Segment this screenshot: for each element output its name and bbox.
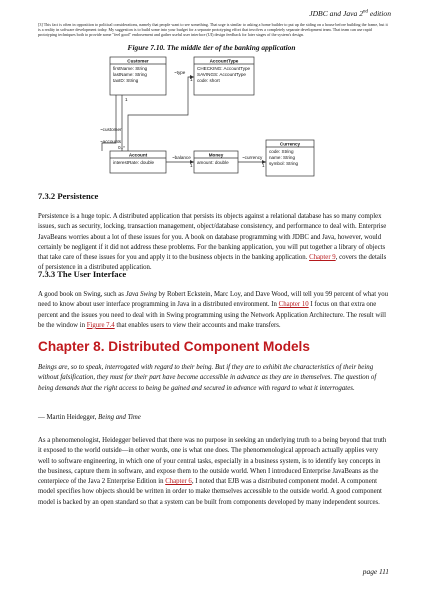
- link-chapter-6[interactable]: Chapter 6: [165, 478, 192, 486]
- label-accounts: ~accounts: [100, 139, 122, 144]
- link-chapter-10[interactable]: Chapter 10: [278, 301, 309, 309]
- label-currency: ~currency: [242, 155, 263, 160]
- accounttype-attr: code: short: [197, 78, 220, 83]
- epigraph: Beings are, so to speak, interrogated with regard to their being. But if they are to exhibit the characteristics of their being without falsification, they must for their part have become accessible in advance as they are in themselves. The question of being demands that the right access to being be gained and secured in advance with regard to what it interrogates.: [38, 364, 377, 392]
- paragraph-chapter-intro: As a phenomenologist, Heidegger believed that there was no purpose in seeking an underlying truth to a being beyond that truth it exposed to the world outside—in other words, one is what one does. The phenomenological approach actually applies very well to software engineering, in which one of your central tasks, especially in a business system, is to identify key concepts in the business, capture them in software, and expose them to the outside world. When I introduced Enterprise JavaBeans as the centerpiece of the Java 2 Enterprise Edition in Chapter 6, I noted that EJB was a distributed component model. A component model specifies how objects should be written in order to make themselves accessible to the outside world. A good component model is backed by an open standard so that a system can be built from components developed by many independent sources.: [38, 437, 387, 506]
- multiplicity: 1: [125, 97, 128, 102]
- section-heading-persistence: 7.3.2 Persistence: [38, 191, 99, 201]
- multiplicity: 1: [190, 163, 193, 168]
- money-title: Money: [208, 152, 224, 158]
- customer-attr: lastName: String: [113, 72, 147, 77]
- assoc-type: [128, 77, 194, 151]
- currency-attr: name: String: [269, 155, 296, 160]
- accounttype-attr: CHECKING: AccountType: [197, 66, 251, 71]
- section-heading-user-interface: 7.3.3 The User Interface: [38, 269, 127, 279]
- link-figure-7-4[interactable]: Figure 7.4: [86, 321, 115, 329]
- customer-attr: firstName: String: [113, 66, 148, 71]
- multiplicity: 1: [190, 77, 193, 82]
- customer-title: Customer: [127, 58, 149, 64]
- paragraph-user-interface: A good book on Swing, such as Java Swing by Robert Eckstein, Marc Loy, and Dave Wood, will tell you 99 percent of what you need to know about user interface programming in Java in a distributed environment. In Chapter 10 I focus on that extra one percent and the issues you need to deal with in Swing programming using the Network Application Architecture. The result will be the window in Figure 7.4 that enables users to view their accounts and make transfers.: [38, 291, 389, 329]
- account-title: Account: [128, 152, 148, 158]
- running-header: JDBC and Java 2nd edition: [309, 9, 391, 18]
- page-number: page 111: [362, 567, 389, 576]
- epigraph-attribution: — Martin Heidegger, Being and Time: [38, 414, 141, 421]
- label-balance: ~balance: [172, 155, 191, 160]
- link-chapter-9[interactable]: Chapter 9: [309, 254, 336, 262]
- accounttype-attr: SAVINGS: AccountType: [197, 72, 246, 77]
- label-type: ~type: [174, 70, 186, 75]
- currency-attr: symbol: String: [269, 161, 299, 166]
- currency-title: Currency: [279, 141, 301, 147]
- money-attr: amount: double: [197, 160, 229, 165]
- customer-attr: taxID: String: [113, 78, 139, 83]
- multiplicity: 0..*: [118, 145, 125, 150]
- accounttype-title: AccountType: [209, 58, 239, 64]
- chapter-title: Chapter 8. Distributed Component Models: [38, 339, 310, 354]
- figure-caption: Figure 7.10. The middle tier of the banking application: [127, 43, 296, 52]
- uml-class-diagram: [100, 53, 324, 183]
- footnote: [3] This fact is often in opposition to political considerations, namely that people want to see something. That urge is similar to asking a home builder to put up the siding on a house before building the frame, but it is a reality in software development today. My suggestion is to build some into your budget for a separate prototyping effort that involves a completely separate development team. That team can use rapid prototyping techniques both to provide some "feel good" endorsement and gather useful user interface (UI) design feedback for later stages of the system's design.: [38, 22, 388, 38]
- paragraph-persistence: Persistence is a huge topic. A distributed application that persists its objects against a relational database has so many complex issues, such as security, locking, transaction management, object/database consistency, and performance to deal with. Enterprise JavaBeans worries about a lot of these issues for you. A book on database programming with JDBC and Java, however, would certainly be negligent if it did not address these problems. For the banking application, you will put together a library of objects that take care of these issues for you and apply it to the business objects in the banking application. Chapter 9, covers the details of persistence in a distributed application.: [38, 213, 387, 272]
- currency-attr: code: String: [269, 149, 294, 154]
- multiplicity: 1: [262, 163, 265, 168]
- account-attr: interestRate: double: [113, 160, 155, 165]
- label-customer: ~customer: [100, 127, 122, 132]
